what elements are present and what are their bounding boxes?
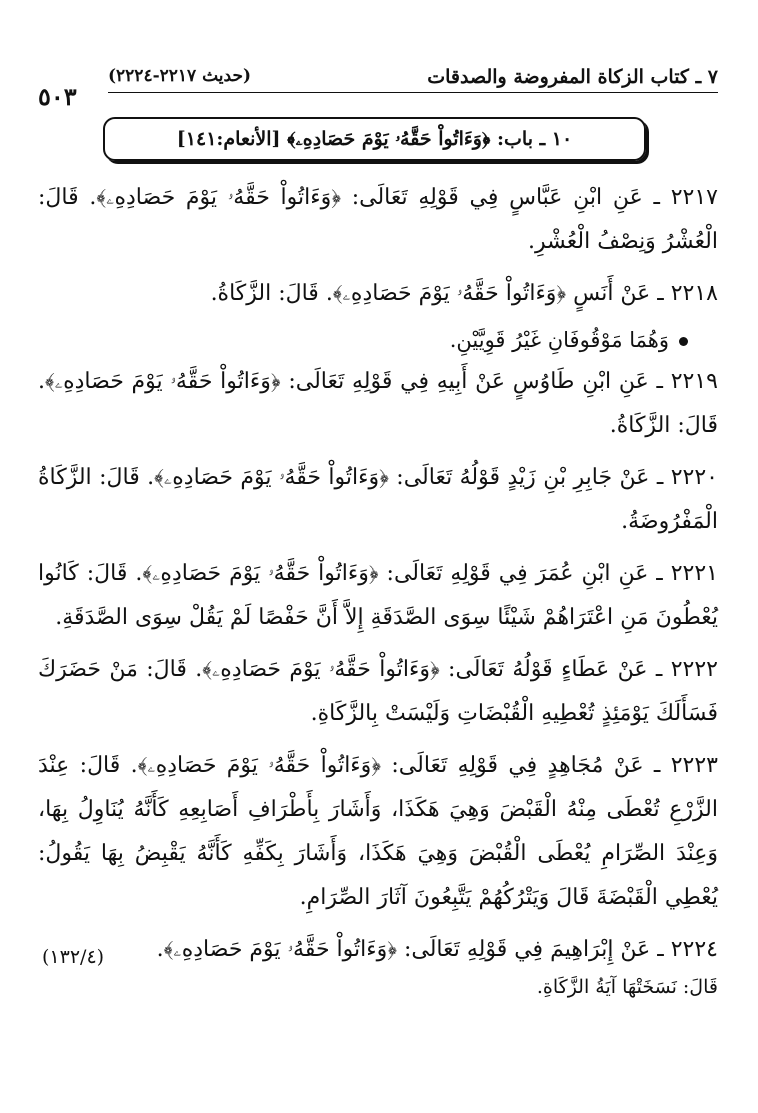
source-reference: (١٣٢/٤) <box>42 946 105 968</box>
header-rule <box>108 92 718 93</box>
hadith-2219: ٢٢١٩ ـ عَنِ ابْنِ طَاوُسٍ عَنْ أَبِيهِ فِي قَوْلِهِ تَعَالَى: ﴿وَءَاتُواْ حَقَّهُۥ يَوْمَ حَصَادِهِۦ﴾. قَالَ: الزَّكَاةُ. <box>38 369 718 438</box>
hadith-2224: ٢٢٢٤ ـ عَنْ إِبْرَاهِيمَ فِي قَوْلِهِ تَعَالَى: ﴿وَءَاتُواْ حَقَّهُۥ يَوْمَ حَصَادِهِۦ﴾. <box>156 937 718 962</box>
bullet-icon <box>679 337 688 346</box>
hadith-2220: ٢٢٢٠ ـ عَنْ جَابِرِ بْنِ زَيْدٍ قَوْلُهُ تَعَالَى: ﴿وَءَاتُواْ حَقَّهُۥ يَوْمَ حَصَادِهِۦ﴾. قَالَ: الزَّكَاةُ الْمَفْرُوضَةُ. <box>38 465 718 534</box>
chapter-heading: ١٠ ـ باب: ﴿وَءَاتُواْ حَقَّهُۥ يَوْمَ حَصَادِهِۦ﴾ [الأنعام:١٤١] <box>103 117 646 161</box>
grade-text: وَهُمَا مَوْقُوفَانِ غَيْرُ قَوِيَّيْنِ. <box>449 328 669 352</box>
hadith-range: (حديث ٢٢١٧-٢٢٢٤) <box>108 66 251 86</box>
last-line: قَالَ: نَسَخَتْهَا آيَةُ الزَّكَاةِ. <box>536 976 718 998</box>
page-header <box>38 62 718 111</box>
hadith-list <box>38 176 718 1002</box>
page-number: ٥٠٣ <box>38 82 77 111</box>
hadith-2223: ٢٢٢٣ ـ عَنْ مُجَاهِدٍ فِي قَوْلِهِ تَعَالَى: ﴿وَءَاتُواْ حَقَّهُۥ يَوْمَ حَصَادِهِۦ﴾. قَالَ: عِنْدَ الزَّرْعِ تُعْطَى مِنْهُ الْقَبْضَ وَهِيَ هَكَذَا، وَأَشَارَ بِأَطْرَافِ أَصَابِعِهِ كَأَنَّهُ يُنَاوِلُ بِهَا، وَعِنْدَ الصِّرَامِ يُعْطَى الْقُبْضَ وَهِيَ هَكَذَا، وَأَشَارَ بِكَفِّهِ كَأَنَّهُ يَقْبِضُ بِهَا يَقُولُ: يُعْطِي الْقَبْضَةَ قَالَ وَيَتْرُكُهُمْ يَتَّبِعُونَ آثَارَ الصِّرَامِ. <box>38 753 718 910</box>
hadith-2221: ٢٢٢١ ـ عَنِ ابْنِ عُمَرَ فِي قَوْلِهِ تَعَالَى: ﴿وَءَاتُواْ حَقَّهُۥ يَوْمَ حَصَادِهِۦ﴾. قَالَ: كَانُوا يُعْطُونَ مَنِ اعْتَرَاهُمْ شَيْئًا سِوَى الصَّدَقَةِ إِلاَّ أَنَّ حَفْصًا لَمْ يَقُلْ سِوَى الصَّدَقَةِ. <box>38 561 718 630</box>
hadith-2222: ٢٢٢٢ ـ عَنْ عَطَاءٍ قَوْلُهُ تَعَالَى: ﴿وَءَاتُواْ حَقَّهُۥ يَوْمَ حَصَادِهِۦ﴾. قَالَ: مَنْ حَضَرَكَ فَسَأَلَكَ يَوْمَئِذٍ تُعْطِيهِ الْقُبْضَاتِ وَلَيْسَتْ بِالزَّكَاةِ. <box>38 657 718 726</box>
book-title: ٧ ـ كتاب الزكاة المفروضة والصدقات <box>427 66 718 88</box>
grade-note <box>38 320 718 360</box>
hadith-2218: ٢٢١٨ ـ عَنْ أَنَسٍ ﴿وَءَاتُواْ حَقَّهُۥ يَوْمَ حَصَادِهِۦ﴾. قَالَ: الزَّكَاةُ. <box>210 281 718 306</box>
hadith-2217: ٢٢١٧ ـ عَنِ ابْنِ عَبَّاسٍ فِي قَوْلِهِ تَعَالَى: ﴿وَءَاتُواْ حَقَّهُۥ يَوْمَ حَصَادِهِۦ﴾. قَالَ: الْعُشْرُ وَنِصْفُ الْعُشْرِ. <box>38 185 718 254</box>
